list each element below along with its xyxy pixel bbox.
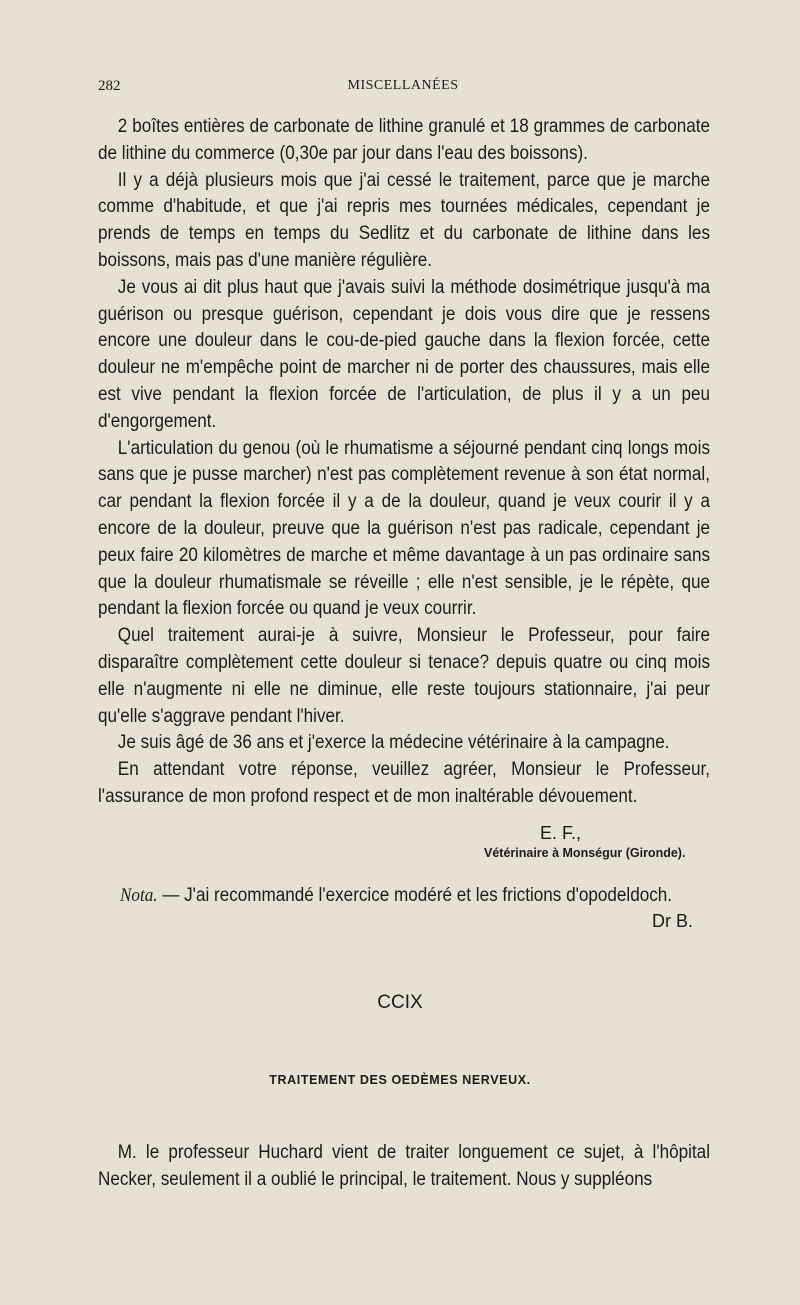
paragraph: 2 boîtes entières de carbonate de lithine granulé et 18 grammes de carbonate de lithine du commerce (0,30e par jour dans l'eau des boissons).: [98, 116, 711, 164]
paragraph: Quel traitement aurai-je à suivre, Monsieur le Professeur, pour faire disparaître complètement cette douleur si tenace? depuis quatre ou cinq mois elle n'augmente ni elle ne diminue, elle reste toujours stationnaire, j'ai peur qu'elle s'aggrave pendant l'hiver.: [98, 625, 711, 727]
paragraph: En attendant votre réponse, veuillez agréer, Monsieur le Professeur, l'assurance de mon profond respect et de mon inaltérable dévouement.: [98, 759, 711, 807]
paragraph: Je vous ai dit plus haut que j'avais suivi la méthode dosimétrique jusqu'à ma guérison ou presque guérison, cependant je dois vous dire que je ressens encore une douleur dans le cou-de-pied gauche dans la flexion forcée, cette douleur ne m'empêche point de marcher ni de porter des chaussures, mais elle est vive pendant la flexion forcée de l'articulation, de plus il y a un peu d'engorgement.: [98, 276, 711, 432]
nota-line: [120, 885, 673, 907]
page-number: 282: [98, 78, 121, 94]
nota-signature: Dr B.: [652, 911, 694, 931]
section-number: CCIX: [377, 992, 423, 1013]
paragraph: Il y a déjà plusieurs mois que j'ai cessé le traitement, parce que je marche comme d'habitude, et que j'ai repris mes tournées médicales, cependant je prends de temps en temps du Sedlitz et du carbonate de lithine dans les boissons, mais pas d'une manière régulière.: [98, 169, 711, 271]
letter-body: [98, 114, 710, 811]
nota-text: — J'ai recommandé l'exercice modéré et les frictions d'opodeldoch.: [162, 885, 673, 906]
paragraph: L'articulation du genou (où le rhumatisme a séjourné pendant cinq longs mois sans que je pusse marcher) n'est pas complètement revenue à son état normal, car pendant la flexion forcée il y a de la douleur, quand je veux courir il y a encore de la douleur, preuve que la guérison n'est pas radicale, cependant je peux faire 20 kilomètres de marche et même davantage à un pas ordinaire sans que la douleur rhumatismale se réveille ; elle n'est sensible, je le répète, que pendant la flexion forcée ou quand je veux courrir.: [98, 437, 711, 620]
section-body: [98, 1140, 710, 1194]
paragraph: Je suis âgé de 36 ans et j'exerce la médecine vétérinaire à la campagne.: [117, 732, 670, 754]
paragraph: M. le professeur Huchard vient de traiter longuement ce sujet, à l'hôpital Necker, seulement il a oublié le principal, le traitement. Nous y suppléons: [98, 1142, 711, 1190]
signature-title: Vétérinaire à Monségur (Gironde).: [484, 846, 686, 860]
running-title: MISCELLANÉES: [347, 78, 459, 93]
signature-name: E. F.,: [540, 823, 582, 843]
nota-label: Nota.: [120, 885, 158, 906]
running-head: [98, 78, 708, 102]
section-title: TRAITEMENT DES OEDÈMES NERVEUX.: [269, 1073, 531, 1087]
